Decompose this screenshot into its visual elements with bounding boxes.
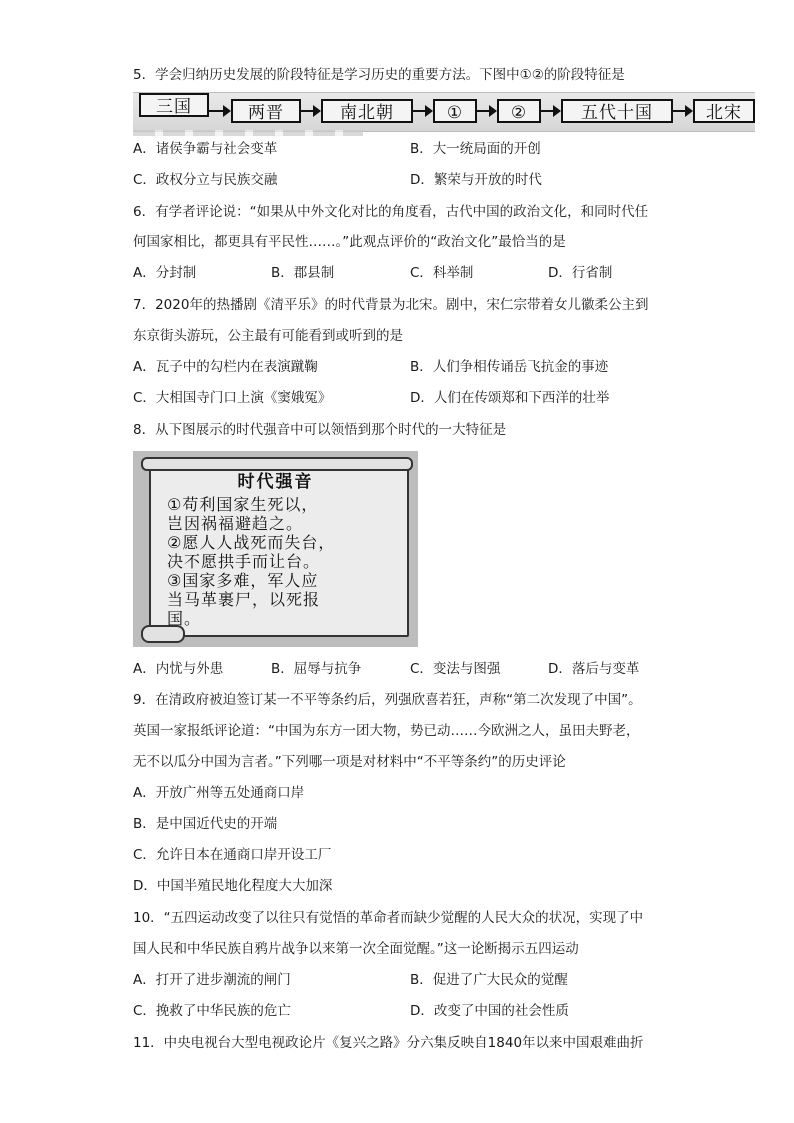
q7-option-b[interactable]: B．人们争相传诵岳飞抗金的事迹 xyxy=(410,359,609,375)
q5-option-b[interactable]: B．大一统局面的开创 xyxy=(410,141,541,157)
q9-stem-line-3: 无不以瓜分中国为言者。”下列哪一项是对材料中“不平等条约”的历史评论 xyxy=(133,754,566,770)
arrow-right-icon xyxy=(301,110,319,112)
scroll-line-1: ①苟利国家生死以， xyxy=(167,495,319,514)
arrow-right-icon xyxy=(209,110,229,112)
timeline-box-5: ② xyxy=(497,99,541,123)
q7-stem-line-2: 东京街头游玩，公主最有可能看到或听到的是 xyxy=(133,328,403,344)
q9-option-d[interactable]: D．中国半殖民地化程度大大加深 xyxy=(133,878,333,894)
q5-stem: 5．学会归纳历史发展的阶段特征是学习历史的重要方法。下图中①②的阶段特征是 xyxy=(133,67,625,83)
q8-option-c[interactable]: C．变法与图强 xyxy=(410,661,501,677)
q7-option-c[interactable]: C．大相国寺门口上演《窦娥冤》 xyxy=(133,390,332,406)
arrow-right-icon xyxy=(477,110,495,112)
q8-scroll-image xyxy=(133,451,418,647)
q6-stem-line-2: 何国家相比，都更具有平民性……。”此观点评价的“政治文化”最恰当的是 xyxy=(133,234,566,250)
q6-option-a[interactable]: A．分封制 xyxy=(133,265,197,281)
timeline-box-3: 南北朝 xyxy=(321,99,413,123)
timeline-box-7: 北宋 xyxy=(693,99,755,123)
q7-stem-line-1: 7．2020年的热播剧《清平乐》的时代背景为北宋。剧中，宋仁宗带着女儿徽柔公主到 xyxy=(133,297,649,313)
q9-option-c[interactable]: C．允许日本在通商口岸开设工厂 xyxy=(133,847,332,863)
q9-option-b[interactable]: B．是中国近代史的开端 xyxy=(133,816,278,832)
q10-stem-line-2: 国人民和中华民族自鸦片战争以来第一次全面觉醒。”这一论断揭示五四运动 xyxy=(133,941,579,957)
timeline-box-4: ① xyxy=(433,99,477,123)
timeline-box-2: 两晋 xyxy=(231,99,301,123)
q9-stem-line-2: 英国一家报纸评论道：“中国为东方一团大物，势已动……今欧洲之人，虽田夫野老， xyxy=(133,723,640,739)
q7-option-d[interactable]: D．人们在传颂郑和下西洋的壮举 xyxy=(410,390,610,406)
q5-option-c[interactable]: C．政权分立与民族交融 xyxy=(133,172,278,188)
scroll-line-7: 国。 xyxy=(167,609,202,628)
arrow-right-icon xyxy=(413,110,431,112)
q5-option-d[interactable]: D．繁荣与开放的时代 xyxy=(410,172,542,188)
q10-stem-line-1: 10．“五四运动改变了以往只有觉悟的革命者而缺少觉醒的人民大众的状况，实现了中 xyxy=(133,910,644,926)
q5-timeline-image xyxy=(133,92,755,132)
timeline-box-6: 五代十国 xyxy=(561,99,673,123)
q8-option-a[interactable]: A．内忧与外患 xyxy=(133,661,224,677)
q8-option-b[interactable]: B．屈辱与抗争 xyxy=(271,661,362,677)
q6-stem-line-1: 6．有学者评论说：“如果从中外文化对比的角度看，古代中国的政治文化，和同时代任 xyxy=(133,204,649,220)
q10-option-c[interactable]: C．挽救了中华民族的危亡 xyxy=(133,1003,291,1019)
q6-option-c[interactable]: C．科举制 xyxy=(410,265,474,281)
q6-option-b[interactable]: B．郡县制 xyxy=(271,265,335,281)
timeline-box-1: 三国 xyxy=(139,93,209,117)
q9-stem-line-1: 9．在清政府被迫签订某一不平等条约后，列强欣喜若狂，声称“第二次发现了中国”。 xyxy=(133,692,642,708)
q11-stem-line-1: 11．中央电视台大型电视政论片《复兴之路》分六集反映自1840年以来中国艰难曲折 xyxy=(133,1035,644,1051)
q8-stem: 8．从下图展示的时代强音中可以领悟到那个时代的一大特征是 xyxy=(133,422,507,438)
arrow-right-icon xyxy=(673,110,691,112)
q7-option-a[interactable]: A．瓦子中的勾栏内在表演蹴鞠 xyxy=(133,359,318,375)
q8-option-d[interactable]: D．落后与变革 xyxy=(548,661,640,677)
arrow-right-icon xyxy=(541,110,559,112)
q6-option-d[interactable]: D．行省制 xyxy=(548,265,613,281)
q5-option-a[interactable]: A．诸侯争霸与社会变革 xyxy=(133,141,278,157)
scroll-title: 时代强音 xyxy=(237,472,314,492)
image-scan-artifact xyxy=(133,130,363,136)
q9-option-a[interactable]: A．开放广州等五处通商口岸 xyxy=(133,785,305,801)
scroll-line-5: ③国家多难，军人应 xyxy=(167,571,319,590)
scroll-line-6: 当马革裹尸，以死报 xyxy=(167,590,321,609)
scroll-line-3: ②愿人人战死而失台， xyxy=(167,533,336,552)
q10-option-d[interactable]: D．改变了中国的社会性质 xyxy=(410,1003,569,1019)
q10-option-b[interactable]: B．促进了广大民众的觉醒 xyxy=(410,972,568,988)
scroll-line-4: 决不愿拱手而让台。 xyxy=(167,552,321,571)
q10-option-a[interactable]: A．打开了进步潮流的闸门 xyxy=(133,972,291,988)
scroll-line-2: 岂因祸福避趋之。 xyxy=(167,514,304,533)
